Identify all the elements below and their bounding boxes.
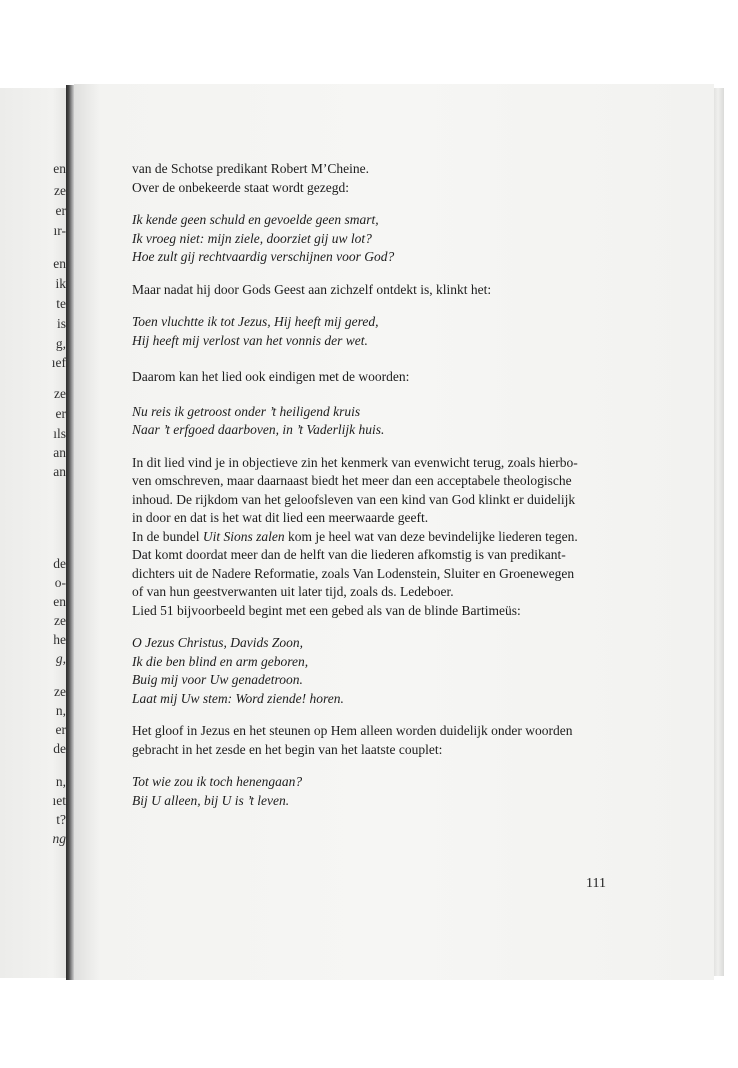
verse-line: Bij U alleen, bij U is ’t leven. <box>132 792 290 808</box>
verse-line: O Jezus Christus, Davids Zoon, <box>132 635 304 650</box>
paragraph: Daarom kan het lied ook eindigen met de woorden: <box>132 369 410 384</box>
left-fragment: is <box>56 316 66 331</box>
hymnal-title: Uit Sions zalen <box>202 528 285 544</box>
left-fragment: er <box>55 203 66 218</box>
verse-line: Tot wie zou ik toch henengaan? <box>132 774 303 789</box>
verse-line: Ik vroeg niet: mijn ziele, doorziet gij uw lot? <box>132 230 372 246</box>
paragraph-line: dichters uit de Nadere Reformatie, zoals Van Lodenstein, Sluiter en Groenewegen <box>132 565 575 581</box>
page-number: 111 <box>586 876 606 891</box>
left-fragment: de <box>53 741 66 756</box>
verse-line: Nu reis ik getroost onder ’t heiligend kruis <box>132 403 361 419</box>
paragraph-line: Dat komt doordat meer dan de helft van die liederen afkomstig is van predikant- <box>132 547 566 562</box>
left-fragment: er <box>55 406 66 421</box>
left-fragment: o- <box>54 575 66 590</box>
left-fragment: he <box>53 632 66 647</box>
intro-line: Over de onbekeerde staat wordt gezegd: <box>132 179 350 195</box>
verse-line: Ik die ben blind en arm geboren, <box>132 653 309 669</box>
paragraph-line: inhoud. De rijkdom van het geloofsleven van een kind van God klinkt er duidelijk <box>132 491 576 507</box>
verse-line: Laat mij Uw stem: Word ziende! horen. <box>132 690 344 706</box>
left-fragment: g, <box>55 336 66 351</box>
left-fragment: ze <box>54 684 66 699</box>
paragraph-line: in door en dat is het wat dit lied een meerwaarde geeft. <box>132 510 429 525</box>
left-fragment: ır- <box>53 223 66 238</box>
left-fragment: ıls <box>53 426 66 441</box>
page-content <box>132 160 612 810</box>
left-fragment: er <box>55 722 66 737</box>
left-fragment: t? <box>56 812 66 827</box>
left-fragment: an <box>53 464 66 479</box>
verse-line: Toen vluchtte ik tot Jezus, Hij heeft mij gered, <box>132 314 379 329</box>
book-spine <box>66 85 74 980</box>
verse-line: Naar ’t erfgoed daarboven, in ’t Vaderlijk huis. <box>132 422 385 437</box>
verse-line: Hoe zult gij rechtvaardig verschijnen voor God? <box>132 249 395 264</box>
left-fragment: ze <box>54 183 66 198</box>
paragraph-line: In dit lied vind je in objectieve zin het kenmerk van evenwicht terug, zoals hierbo- <box>132 454 578 470</box>
paragraph-line: of van hun geestverwanten uit later tijd, zoals ds. Ledeboer. <box>132 584 454 599</box>
left-fragment: n, <box>55 703 66 718</box>
left-fragment: en <box>53 594 66 609</box>
left-fragment: g, <box>55 651 66 666</box>
paragraph-line: Lied 51 bijvoorbeeld begint met een gebed als van de blinde Bartimeüs: <box>132 602 521 618</box>
left-fragment: n, <box>55 774 66 789</box>
left-fragment: ze <box>54 613 66 628</box>
paragraph-line: ven omschreven, maar daarnaast biedt het meer dan een acceptabele theologische <box>132 473 572 488</box>
left-fragment: an <box>53 445 66 460</box>
left-fragment: de <box>53 556 66 571</box>
left-fragment: ng <box>52 831 66 846</box>
left-fragment: ik <box>55 276 66 291</box>
left-fragment: te <box>56 296 66 311</box>
left-fragment: en <box>53 256 66 271</box>
intro-line: van de Schotse predikant Robert M’Cheine. <box>132 161 369 176</box>
paragraph: Maar nadat hij door Gods Geest aan zichzelf ontdekt is, klinkt het: <box>132 281 492 297</box>
verse-line: Buig mij voor Uw genadetroon. <box>132 672 303 687</box>
left-fragment: ze <box>54 386 66 401</box>
verse-line: Hij heeft mij verlost van het vonnis der wet. <box>132 332 368 348</box>
left-fragment: en <box>53 161 66 176</box>
page-edge <box>714 88 724 976</box>
left-fragment: ıet <box>52 793 66 808</box>
paragraph-line: In de bundel Uit Sions zalen kom je heel wat van deze bevindelijke liederen tegen. <box>132 528 578 544</box>
paragraph-line: gebracht in het zesde en het begin van het laatste couplet: <box>132 741 443 757</box>
verse-line: Ik kende geen schuld en gevoelde geen smart, <box>132 212 379 227</box>
paragraph-line: Het gloof in Jezus en het steunen op Hem alleen worden duidelijk onder woorden <box>132 723 573 738</box>
left-fragment: ıef <box>51 355 66 370</box>
